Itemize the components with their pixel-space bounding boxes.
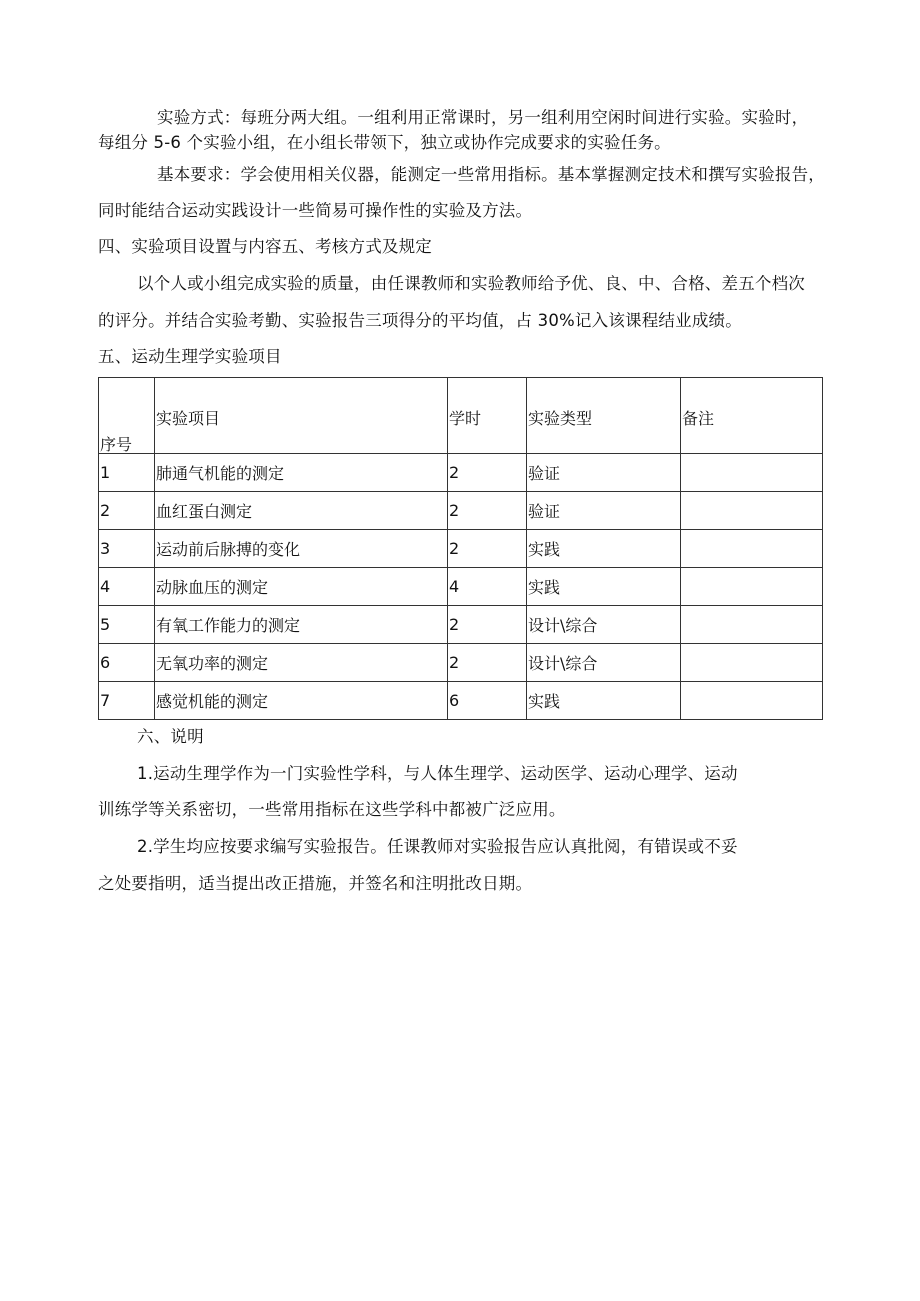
cell-type: 实践 [527, 568, 681, 606]
table-row [99, 530, 823, 568]
cell-item: 有氧工作能力的测定 [155, 606, 448, 644]
cell-seq: 3 [99, 530, 155, 568]
cell-hours: 6 [448, 682, 527, 720]
cell-seq: 6 [99, 644, 155, 682]
cell-note [681, 606, 823, 644]
assessment-paragraph-line-1: 以个人或小组完成实验的质量，由任课教师和实验教师给予优、良、中、合格、差五个档次 [137, 274, 805, 293]
cell-seq: 4 [99, 568, 155, 606]
cell-item: 运动前后脉搏的变化 [155, 530, 448, 568]
header-cell-note [681, 378, 823, 454]
cell-hours: 2 [448, 644, 527, 682]
cell-seq: 2 [99, 492, 155, 530]
cell-item: 无氧功率的测定 [155, 644, 448, 682]
note-2-line-1: 2.学生均应按要求编写实验报告。任课教师对实验报告应认真批阅，有错误或不妥 [137, 837, 738, 856]
assessment-paragraph-line-2: 的评分。并结合实验考勤、实验报告三项得分的平均值，占 30%记入该课程结业成绩。 [98, 311, 742, 330]
section-heading-5: 五、运动生理学实验项目 [98, 347, 282, 366]
cell-seq: 1 [99, 454, 155, 492]
header-cell-seq [99, 378, 155, 454]
cell-type: 实践 [527, 682, 681, 720]
note-1-line-1: 1.运动生理学作为一门实验性学科，与人体生理学、运动医学、运动心理学、运动 [137, 764, 738, 783]
header-note-label: 备注 [682, 409, 715, 428]
cell-item: 血红蛋白测定 [155, 492, 448, 530]
cell-note [681, 682, 823, 720]
cell-type: 验证 [527, 454, 681, 492]
cell-hours: 2 [448, 606, 527, 644]
cell-note [681, 454, 823, 492]
cell-type: 实践 [527, 530, 681, 568]
note-1-line-2: 训练学等关系密切，一些常用指标在这些学科中都被广泛应用。 [98, 800, 566, 819]
header-cell-item [155, 378, 448, 454]
cell-hours: 2 [448, 454, 527, 492]
section-heading-6: 六、说明 [137, 727, 204, 746]
table-row [99, 606, 823, 644]
cell-hours: 2 [448, 530, 527, 568]
cell-seq: 5 [99, 606, 155, 644]
header-seq-label: 序号 [100, 435, 133, 454]
cell-item: 动脉血压的测定 [155, 568, 448, 606]
table-row [99, 644, 823, 682]
section-heading-4-5: 四、实验项目设置与内容五、考核方式及规定 [98, 237, 432, 256]
requirements-paragraph-line-1: 基本要求：学会使用相关仪器，能测定一些常用指标。基本掌握测定技术和撰写实验报告， [157, 165, 825, 184]
header-cell-hours [448, 378, 527, 454]
note-2-line-2: 之处要指明，适当提出改正措施，并签名和注明批改日期。 [98, 874, 533, 893]
table-row [99, 454, 823, 492]
cell-hours: 2 [448, 492, 527, 530]
cell-seq: 7 [99, 682, 155, 720]
cell-item: 感觉机能的测定 [155, 682, 448, 720]
cell-type: 设计\综合 [527, 644, 681, 682]
cell-type: 验证 [527, 492, 681, 530]
cell-note [681, 568, 823, 606]
method-paragraph-line-1: 实验方式：每班分两大组。一组利用正常课时，另一组利用空闲时间进行实验。实验时， [157, 108, 809, 127]
cell-type: 设计\综合 [527, 606, 681, 644]
cell-hours: 4 [448, 568, 527, 606]
header-hours-label: 学时 [449, 409, 482, 428]
cell-item: 肺通气机能的测定 [155, 454, 448, 492]
experiment-table [98, 377, 823, 720]
table-header-row [99, 378, 823, 454]
header-item-label: 实验项目 [156, 409, 221, 428]
table-row [99, 492, 823, 530]
requirements-paragraph-line-2: 同时能结合运动实践设计一些简易可操作性的实验及方法。 [98, 201, 533, 220]
table-row [99, 568, 823, 606]
cell-note [681, 492, 823, 530]
method-paragraph-line-2: 每组分 5-6 个实验小组，在小组长带领下，独立或协作完成要求的实验任务。 [98, 133, 671, 152]
header-type-label: 实验类型 [528, 409, 593, 428]
header-cell-type [527, 378, 681, 454]
cell-note [681, 644, 823, 682]
cell-note [681, 530, 823, 568]
table-row [99, 682, 823, 720]
